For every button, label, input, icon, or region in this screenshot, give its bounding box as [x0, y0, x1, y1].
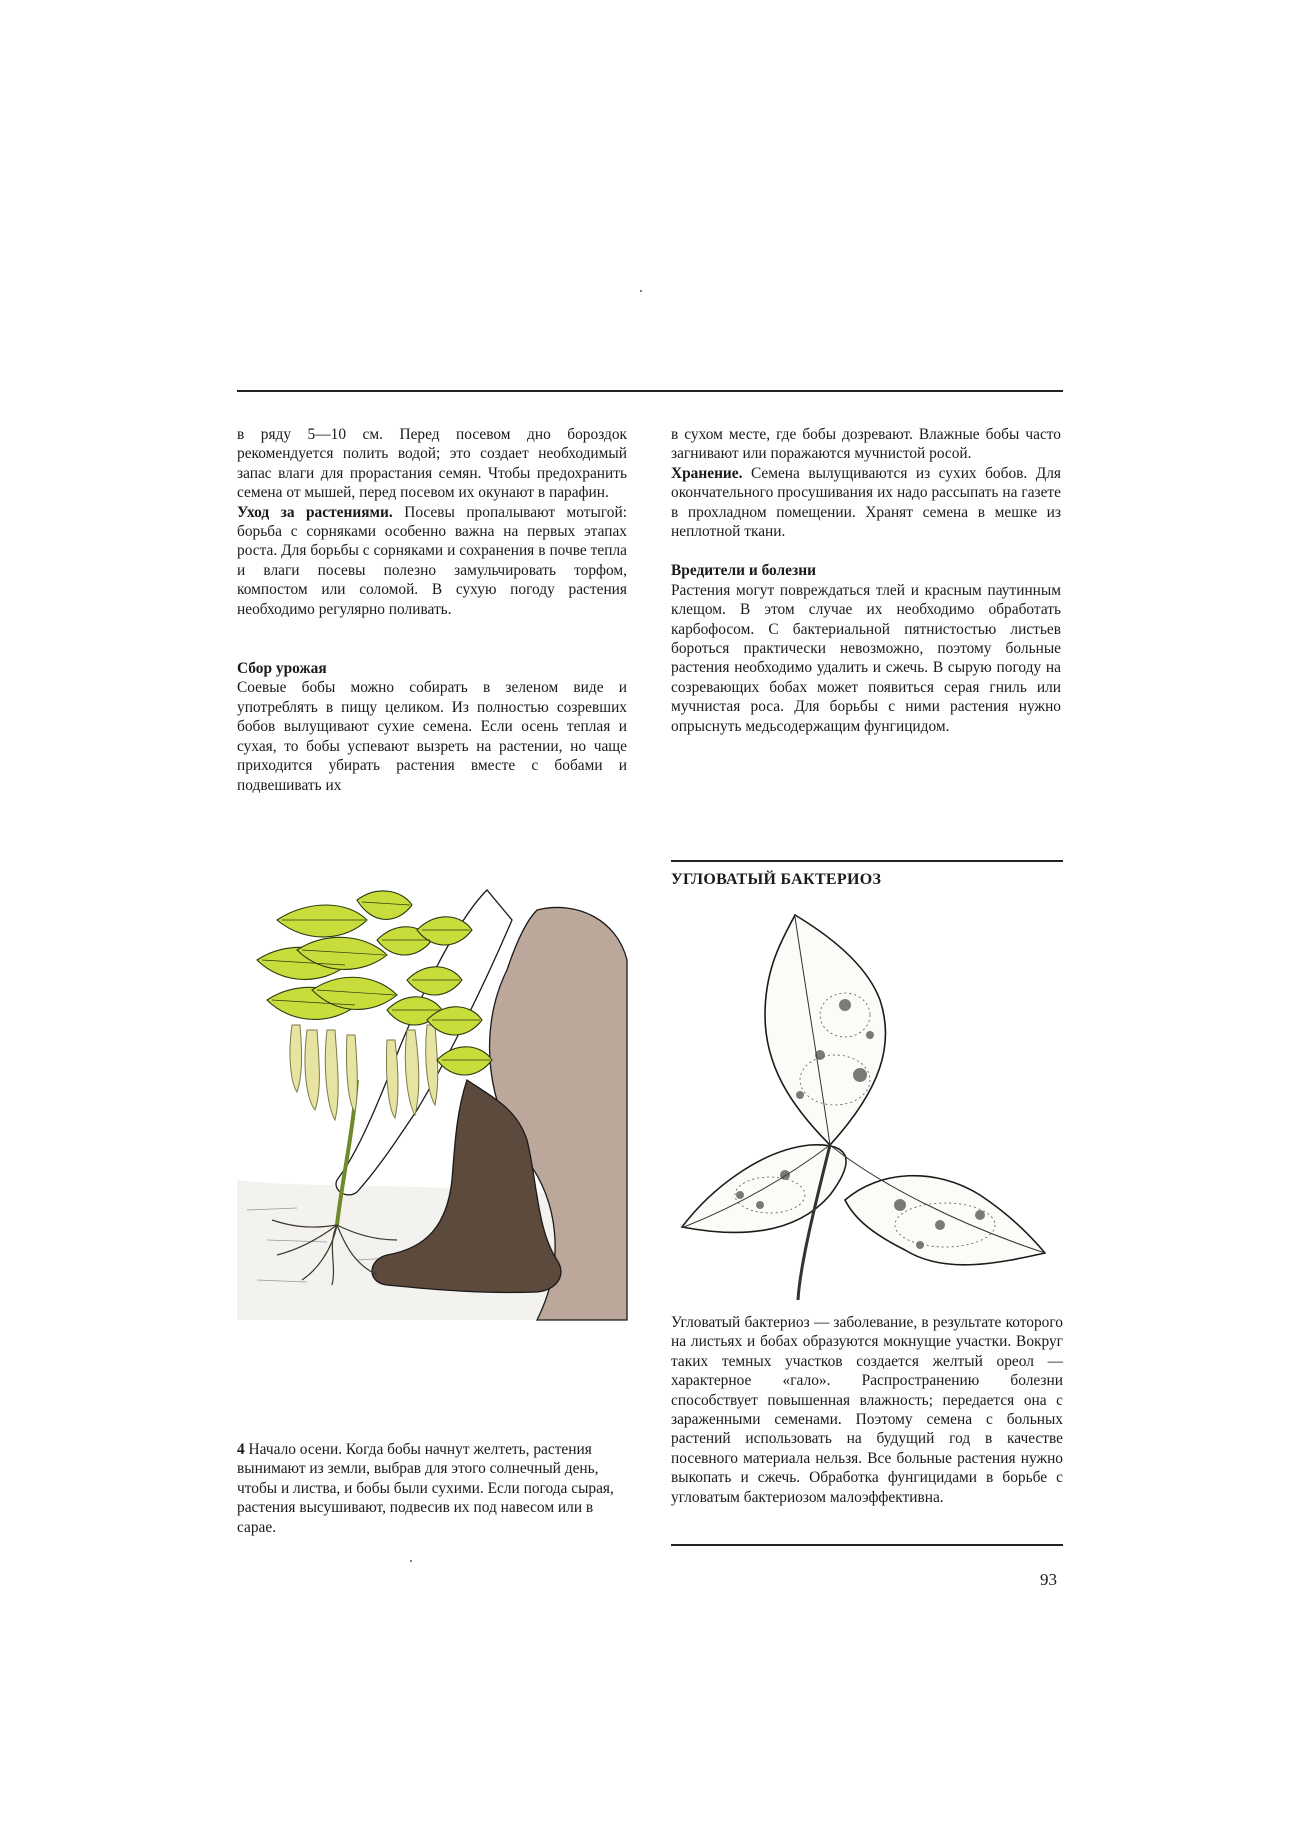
pests-paragraph: Растения могут повреждаться тлей и красным паутинным клещом. В этом случае их необходимо обработать карбофосом. С бактериальной пятнистостью листьев бороться практически невозможно, поэтому больные растения необходимо удалить и сжечь. В сырую погоду на созревающих бобах может появиться серая гниль или мучнистая роса. Для борьбы с ними растения нужно опрыснуть медьсодержащим фунгицидом.	[671, 581, 1061, 735]
figure-caption-text: Начало осени. Когда бобы начнут желтеть, растения вынимают из земли, выбрав для этого солнечный день, чтобы и листва, и бобы были сухими. Если погода сырая, растения высушивают, подвесив их под навесом или в сарае.	[237, 1441, 614, 1536]
sidebar-title: УГЛОВАТЫЙ БАКТЕРИОЗ	[671, 871, 882, 888]
harvest-illustration	[237, 880, 627, 1320]
storage-label: Хранение.	[671, 464, 743, 482]
print-speck	[640, 290, 642, 292]
left-column	[237, 425, 627, 795]
right-leaf	[845, 1176, 1045, 1265]
top-rule	[237, 390, 1063, 392]
intro-paragraph: в ряду 5—10 см. Перед посевом дно бороздок рекомендуется полить водой; это создает необходимый запас влаги для прорастания семян. Чтобы предохранить семена от мышей, перед посевом их окунают в парафин.	[237, 426, 627, 502]
care-paragraph	[237, 503, 627, 619]
page-number: 93	[1040, 1570, 1057, 1589]
harvest-heading: Сбор урожая	[237, 660, 327, 678]
right-column	[671, 425, 1061, 736]
figure-caption	[237, 1440, 627, 1537]
print-speck	[410, 1560, 412, 1562]
figure-number: 4	[237, 1441, 245, 1458]
bacterial-leaf-illustration	[680, 905, 1060, 1305]
sidebar-bottom-rule	[671, 1544, 1063, 1546]
harvest-paragraph: Соевые бобы можно собирать в зеленом виде и употреблять в пищу целиком. Из полностью созревших бобов вылущивают сухие семена. Если осень теплая и сухая, то бобы успевают вызреть на растении, но чаще приходится убирать растения вместе с бобами и подвешивать их	[237, 679, 627, 794]
storage-paragraph	[671, 464, 1061, 542]
storage-text: Семена вылущиваются из сухих бобов. Для окончательного просушивания их надо рассыпать на газете в прохладном помещении. Хранят семена в мешке из неплотной ткани.	[671, 464, 1061, 541]
sidebar-top-rule	[671, 860, 1063, 862]
care-label: Уход за растениями.	[237, 503, 393, 521]
care-text: Посевы пропалывают мотыгой: борьба с сорняками особенно важна на первых этапах роста. Для борьбы с сорняками и сохранения в почве тепла и влаги посевы полезно замульчировать торфом, компостом или соломой. В сухую погоду растения необходимо регулярно поливать.	[237, 503, 627, 618]
sidebar-text: Угловатый бактериоз — заболевание, в результате которого на листьях и бобах образуются мокнущие участки. Вокруг таких темных участков создается желтый ореол — характерное «гало». Распространению болезни способствует повышенная влажность; передается она с зараженными семенами. Поэтому семена с больных растений использовать на будущий год в качестве посевного материала нельзя. Все больные растения нужно выкопать и сжечь. Обработка фунгицидами в борьбе с угловатым бактериозом малоэффективна.	[671, 1314, 1063, 1506]
continuation-paragraph: в сухом месте, где бобы дозревают. Влажные бобы часто загнивают или поражаются мучнистой росой.	[671, 426, 1061, 463]
pests-heading: Вредители и болезни	[671, 562, 816, 580]
